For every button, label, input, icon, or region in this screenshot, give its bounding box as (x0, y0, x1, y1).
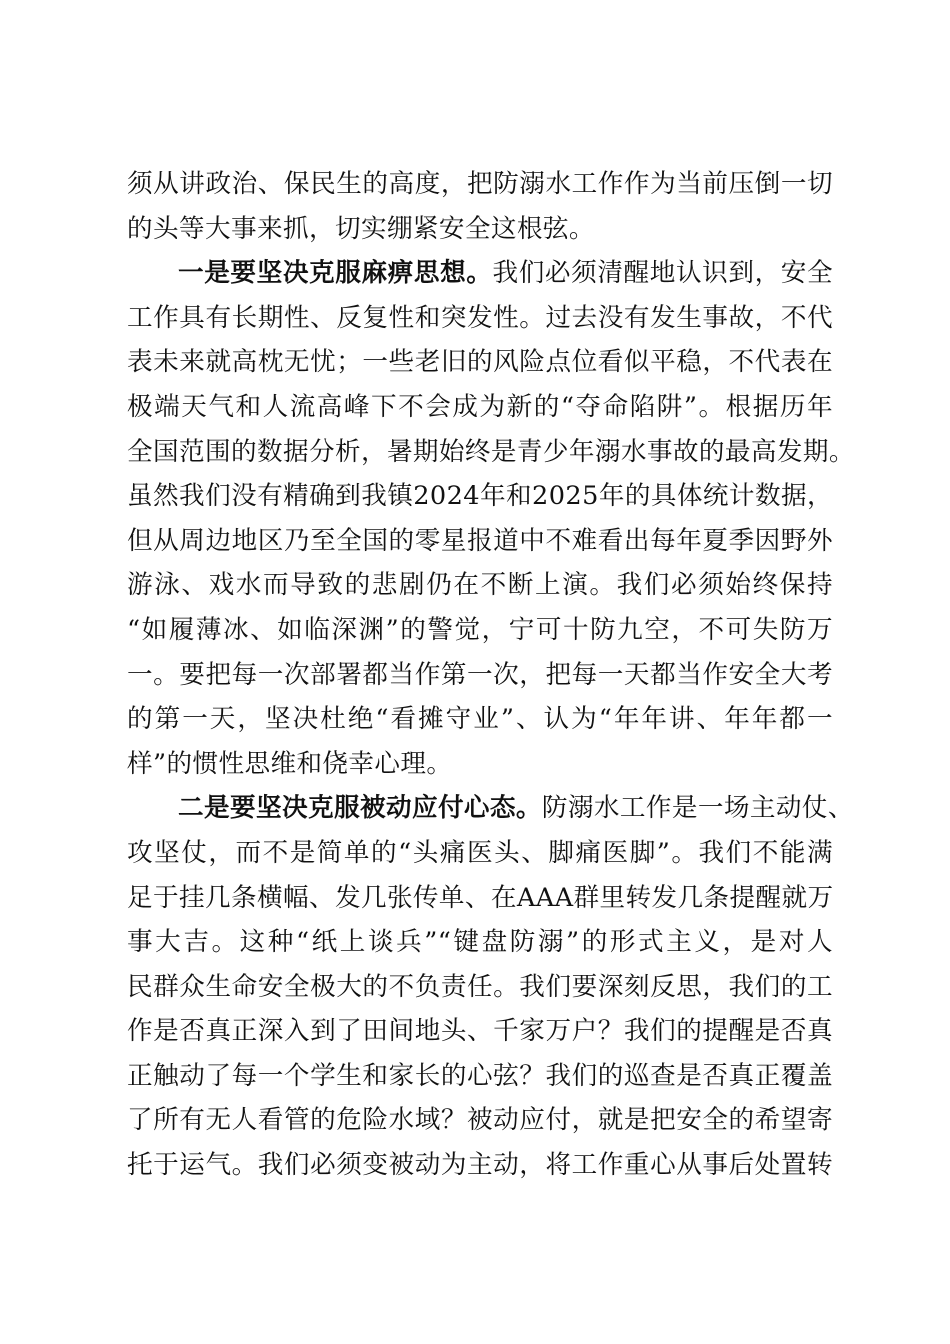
paragraph-2-line: 表未来就高枕无忧；一些老旧的风险点位看似平稳，不代表在 (127, 347, 833, 378)
paragraph-2-line: 但从周边地区乃至全国的零星报道中不难看出每年夏季因野外 (127, 525, 833, 556)
paragraph-3-line: 民群众生命安全极大的不负责任。我们要深刻反思，我们的工 (127, 971, 833, 1002)
paragraph-2-line-1 (127, 251, 833, 296)
paragraph-1-line-1: 须从讲政治、保民生的高度，把防溺水工作作为当前压倒一切 (127, 169, 833, 199)
paragraph-3-line: 事大吉。这种“纸上谈兵”“键盘防溺”的形式主义，是对人 (127, 927, 833, 958)
paragraph-2-line: 全国范围的数据分析，暑期始终是青少年溺水事故的最高发期。 (127, 436, 855, 467)
paragraph-3-line: 作是否真正深入到了田间地头、千家万户？我们的提醒是否真 (127, 1016, 833, 1047)
paragraph-2-heading: 一是要坚决克服麻痹思想。 (178, 258, 493, 289)
paragraph-3-line-1-text: 防溺水工作是一场主动仗、 (541, 793, 854, 824)
paragraph-2-line: 游泳、戏水而导致的悲剧仍在不断上演。我们必须始终保持 (127, 570, 833, 601)
paragraph-2-line-1-text: 我们必须清醒地认识到，安全 (492, 258, 833, 289)
paragraph-1-line-2: 的头等大事来抓，切实绷紧安全这根弦。 (127, 213, 595, 244)
document-body (127, 162, 855, 1188)
paragraph-3-line: 正触动了每一个学生和家长的心弦？我们的巡查是否真正覆盖 (127, 1060, 833, 1091)
paragraph-2-line: 工作具有长期性、反复性和突发性。过去没有发生事故，不代 (127, 302, 833, 333)
paragraph-3-line: 了所有无人看管的危险水域？被动应付，就是把安全的希望寄 (127, 1105, 833, 1136)
paragraph-2-line: 虽然我们没有精确到我镇2024年和2025年的具体统计数据， (127, 481, 833, 512)
paragraph-2-line: 样”的惯性思维和侥幸心理。 (127, 748, 453, 779)
paragraph-2-line: 一。要把每一次部署都当作第一次，把每一天都当作安全大考 (127, 659, 833, 690)
paragraph-3-heading: 二是要坚决克服被动应付心态。 (178, 793, 542, 824)
paragraph-3-line: 托于运气。我们必须变被动为主动，将工作重心从事后处置转 (127, 1150, 833, 1181)
paragraph-2-line: 极端天气和人流高峰下不会成为新的“夺命陷阱”。根据历年 (127, 391, 833, 422)
paragraph-2-line: 的第一天，坚决杜绝“看摊守业”、认为“年年讲、年年都一 (127, 704, 833, 735)
paragraph-3-line-1 (127, 786, 854, 831)
paragraph-2-line: “如履薄冰、如临深渊”的警觉，宁可十防九空，不可失防万 (127, 614, 833, 645)
paragraph-3-line: 攻坚仗，而不是简单的“头痛医头、脚痛医脚”。我们不能满 (127, 837, 833, 868)
paragraph-3-line: 足于挂几条横幅、发几张传单、在AAA群里转发几条提醒就万 (127, 882, 834, 913)
